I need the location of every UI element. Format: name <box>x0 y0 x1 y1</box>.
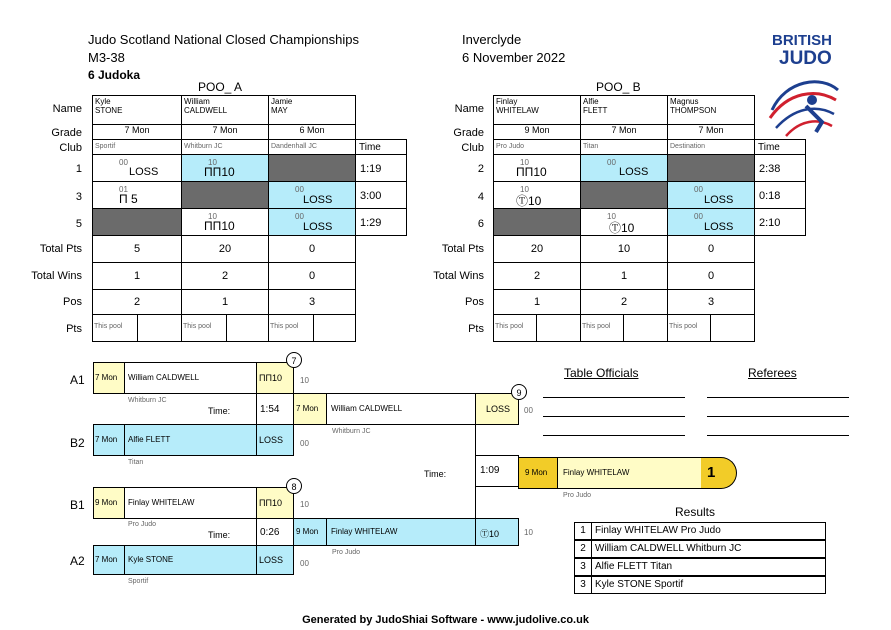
winner-name: Finlay WHITELAW <box>557 457 702 489</box>
pool-b-player-3-grade: 7 Mon <box>667 124 755 140</box>
pool-a-player-3-club: Dandenhall JC <box>268 139 356 155</box>
b2-club: Titan <box>128 459 144 466</box>
pool-b-player-1-name: Finlay WHITELAW <box>493 95 581 125</box>
pool-a-player-2-grade: 7 Mon <box>181 124 269 140</box>
table-officials-heading: Table Officials <box>564 366 639 380</box>
british-judo-logo-icon <box>766 70 842 138</box>
a2-score: LOSS <box>256 545 294 575</box>
pool-b-player-2-name: Alfie FLETT <box>580 95 668 125</box>
pool-a-match-1-num: 1 <box>75 163 82 175</box>
pool-a-p2-pos: 1 <box>181 289 269 315</box>
label-club-b: Club <box>461 142 484 154</box>
pool-a-p2-pts-box <box>226 314 269 342</box>
pool-a-p3-this-pool: This pool <box>268 314 314 342</box>
seed-a1: A1 <box>70 373 85 387</box>
winner-club: Pro Judo <box>563 492 592 499</box>
seed-b1: B1 <box>70 498 85 512</box>
label-pos-b: Pos <box>465 296 484 308</box>
match-8-badge: 8 <box>286 478 302 494</box>
pool-a-match-3-num: 3 <box>75 191 82 203</box>
pool-a-m1-p2: 10 ΠΠ10 <box>181 154 269 182</box>
sf1-club: Whitburn JC <box>332 428 371 435</box>
b1-club: Pro Judo <box>128 521 157 528</box>
pool-b-p1-this-pool: This pool <box>493 314 537 342</box>
logo-text-british: BRITISH <box>772 32 832 49</box>
pool-a-player-3-grade: 6 Mon <box>268 124 356 140</box>
pool-a-p3-pts-box <box>313 314 356 342</box>
m9-time-label: Time: <box>424 469 447 479</box>
result-row: 1 Finlay WHITELAW Pro Judo <box>574 522 826 540</box>
label-total-wins: Total Wins <box>31 270 82 282</box>
pool-a-player-2-club: Whitburn JC <box>181 139 269 155</box>
pool-a-player-2-name: William CALDWELL <box>181 95 269 125</box>
official-line-1 <box>543 397 685 398</box>
b2-score: LOSS <box>256 424 294 456</box>
pool-a-p1-total-wins: 1 <box>92 262 182 290</box>
pool-a-m3-p1: 01 Π 5 <box>92 181 182 209</box>
pool-a-m1-blocked <box>268 154 356 182</box>
pool-a-player-1-club: Sportif <box>92 139 182 155</box>
a1-score-small: 10 <box>300 376 309 385</box>
label-grade: Grade <box>51 127 82 139</box>
pool-b-m6-p2: 10 Ⓣ10 <box>580 208 668 236</box>
pool-a-time-header: Time <box>355 139 407 155</box>
b1-score-small: 10 <box>300 500 309 509</box>
label-pts: Pts <box>66 323 82 335</box>
pool-b-time-header: Time <box>754 139 806 155</box>
label-pts-b: Pts <box>468 323 484 335</box>
seed-a2: A2 <box>70 554 85 568</box>
pool-a-p2-total-wins: 2 <box>181 262 269 290</box>
pool-a-m3-time: 3:00 <box>355 181 407 209</box>
label-pos: Pos <box>63 296 82 308</box>
pool-a-player-1-grade: 7 Mon <box>92 124 182 140</box>
sf2-score: Ⓣ10 <box>475 518 519 546</box>
pool-b-p1-pts-box <box>536 314 581 342</box>
pool-b-p2-total-pts: 10 <box>580 235 668 263</box>
b1-score: ΠΠ10 <box>256 487 294 519</box>
m9-time: 1:09 <box>475 455 519 487</box>
result-row: 3 Kyle STONE Sportif <box>574 576 826 594</box>
pool-a-p3-pos: 3 <box>268 289 356 315</box>
a2-grade: 7 Mon <box>93 545 125 575</box>
pool-b-player-3-club: Destination <box>667 139 755 155</box>
winner-place-badge: 1 <box>701 457 737 489</box>
pool-b-player-2-grade: 7 Mon <box>580 124 668 140</box>
pool-a-m5-p2: 10 ΠΠ10 <box>181 208 269 236</box>
pool-b-p2-this-pool: This pool <box>580 314 624 342</box>
pool-b-p3-total-pts: 0 <box>667 235 755 263</box>
pool-b-m4-blocked <box>580 181 668 209</box>
b1-grade: 9 Mon <box>93 487 125 519</box>
pool-b-m2-blocked <box>667 154 755 182</box>
pool-b-player-1-grade: 9 Mon <box>493 124 581 140</box>
result-row: 3 Alfie FLETT Titan <box>574 558 826 576</box>
official-line-3 <box>543 435 685 436</box>
pool-b-m4-p1: 10 Ⓣ10 <box>493 181 581 209</box>
sf2-club: Pro Judo <box>332 549 361 556</box>
label-club: Club <box>59 142 82 154</box>
pool-b-match-2-num: 2 <box>477 163 484 175</box>
label-total-wins-b: Total Wins <box>433 270 484 282</box>
bracket-line-m8 <box>293 545 294 575</box>
logo-text-judo: JUDO <box>779 48 832 69</box>
m7-time: 1:54 <box>256 393 294 425</box>
label-total-pts: Total Pts <box>39 243 82 255</box>
pool-b-p3-pos: 3 <box>667 289 755 315</box>
results-heading: Results <box>675 505 716 519</box>
category: M3-38 <box>88 50 125 65</box>
pool-a-m5-time: 1:29 <box>355 208 407 236</box>
pool-a-player-3-name: Jamie MAY <box>268 95 356 125</box>
pool-b-m2-p1: 10 ΠΠ10 <box>493 154 581 182</box>
a2-name: Kyle STONE <box>124 545 257 575</box>
event-title: Judo Scotland National Closed Championships <box>88 32 359 47</box>
sf1-score: LOSS <box>475 393 519 425</box>
label-grade-b: Grade <box>453 127 484 139</box>
pool-b-player-2-club: Titan <box>580 139 668 155</box>
pool-b-m4-time: 0:18 <box>754 181 806 209</box>
result-row: 2 William CALDWELL Whitburn JC <box>574 540 826 558</box>
pool-b-player-3-name: Magnus THOMPSON <box>667 95 755 125</box>
pool-b-title: POO_ B <box>596 80 641 94</box>
referee-line-2 <box>707 416 849 417</box>
a1-name: William CALDWELL <box>124 362 257 394</box>
bracket-line-m7 <box>293 424 294 456</box>
pool-a-m5-p3: 00 LOSS <box>268 208 356 236</box>
sf2-score-small: 10 <box>524 528 533 537</box>
pool-b-m6-time: 2:10 <box>754 208 806 236</box>
judoka-count: 6 Judoka <box>88 68 141 82</box>
pool-b-match-4-num: 4 <box>477 191 484 203</box>
m8-time: 0:26 <box>256 518 294 546</box>
m8-time-label: Time: <box>208 530 231 540</box>
venue: Inverclyde <box>462 32 522 47</box>
pool-b-m6-p3: 00 LOSS <box>667 208 755 236</box>
pool-a-m3-blocked <box>181 181 269 209</box>
pool-b-p2-pos: 2 <box>580 289 668 315</box>
footer: Generated by JudoShiai Software - www.judolive.co.uk <box>302 614 589 626</box>
pool-b-p3-total-wins: 0 <box>667 262 755 290</box>
seed-b2: B2 <box>70 436 85 450</box>
sf2-grade: 9 Mon <box>293 518 327 546</box>
pool-a-p3-total-pts: 0 <box>268 235 356 263</box>
pool-b-p2-total-wins: 1 <box>580 262 668 290</box>
pool-b-p1-total-wins: 2 <box>493 262 581 290</box>
a1-club: Whitburn JC <box>128 397 167 404</box>
pool-a-p2-total-pts: 20 <box>181 235 269 263</box>
pool-b-player-1-club: Pro Judo <box>493 139 581 155</box>
pool-a-m5-blocked <box>92 208 182 236</box>
pool-b-p1-total-pts: 20 <box>493 235 581 263</box>
a1-grade: 7 Mon <box>93 362 125 394</box>
pool-b-m2-p2: 00 LOSS <box>580 154 668 182</box>
pool-a-p1-this-pool: This pool <box>92 314 138 342</box>
a2-score-small: 00 <box>300 559 309 568</box>
pool-b-m4-p3: 00 LOSS <box>667 181 755 209</box>
official-line-2 <box>543 416 685 417</box>
pool-b-p3-this-pool: This pool <box>667 314 711 342</box>
pool-a-m1-p1: 00 LOSS <box>92 154 182 182</box>
referee-line-3 <box>707 435 849 436</box>
sf1-grade: 7 Mon <box>293 393 327 425</box>
pool-a-player-1-name: Kyle STONE <box>92 95 182 125</box>
pool-b-match-6-num: 6 <box>477 218 484 230</box>
b2-score-small: 00 <box>300 439 309 448</box>
pool-a-p2-this-pool: This pool <box>181 314 227 342</box>
pool-b-p2-pts-box <box>623 314 668 342</box>
a1-score: ΠΠ10 <box>256 362 294 394</box>
b2-name: Alfie FLETT <box>124 424 257 456</box>
match-7-badge: 7 <box>286 352 302 368</box>
pool-a-p3-total-wins: 0 <box>268 262 356 290</box>
pool-b-p3-pts-box <box>710 314 755 342</box>
event-date: 6 November 2022 <box>462 50 566 65</box>
match-9-badge: 9 <box>511 384 527 400</box>
sf1-name: William CALDWELL <box>326 393 476 425</box>
winner-grade: 9 Mon <box>518 457 558 489</box>
pool-a-p1-pts-box <box>137 314 182 342</box>
pool-b-m6-blocked <box>493 208 581 236</box>
m7-time-label: Time: <box>208 406 231 416</box>
sf1-score-small: 00 <box>524 406 533 415</box>
referees-heading: Referees <box>748 366 797 380</box>
pool-b-m2-time: 2:38 <box>754 154 806 182</box>
b2-grade: 7 Mon <box>93 424 125 456</box>
label-name: Name <box>52 103 82 115</box>
pool-a-match-5-num: 5 <box>75 218 82 230</box>
pool-a-p1-total-pts: 5 <box>92 235 182 263</box>
referee-line-1 <box>707 397 849 398</box>
pool-a-title: POO_ A <box>198 80 243 94</box>
label-name-b: Name <box>454 103 484 115</box>
sf2-name: Finlay WHITELAW <box>326 518 476 546</box>
pool-a-p1-pos: 2 <box>92 289 182 315</box>
pool-a-m3-p3: 00 LOSS <box>268 181 356 209</box>
pool-b-p1-pos: 1 <box>493 289 581 315</box>
pool-a-m1-time: 1:19 <box>355 154 407 182</box>
label-total-pts-b: Total Pts <box>441 243 484 255</box>
b1-name: Finlay WHITELAW <box>124 487 257 519</box>
a2-club: Sportif <box>128 578 149 585</box>
